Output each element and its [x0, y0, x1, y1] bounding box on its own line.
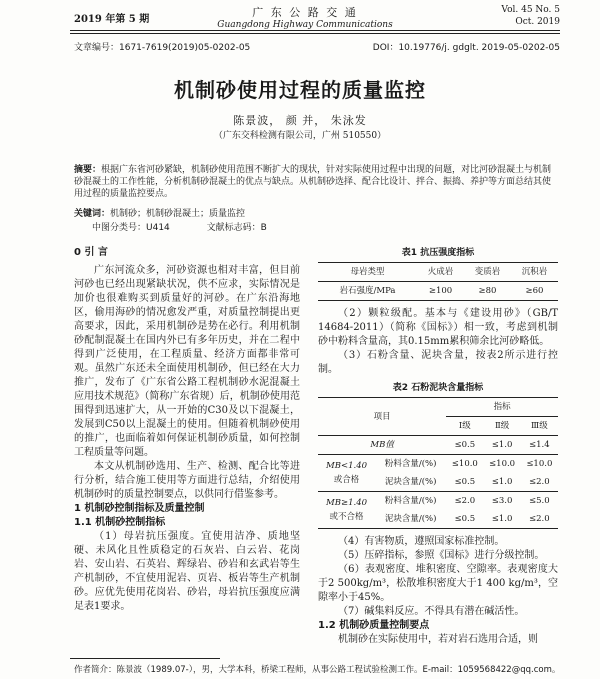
table-2-cell: ≤1.0 [483, 473, 520, 492]
table-2-group-2-line-1: MB≥1.40 [326, 498, 368, 508]
table-row [318, 282, 558, 301]
affiliation: （广东交科检测有限公司，广州 510550） [213, 131, 387, 141]
table-2-cell: ≤1.4 [521, 436, 558, 455]
table-2-index-header: 指标 [446, 398, 558, 417]
section-1-2-heading: 1.2 机制砂质量控制要点 [318, 620, 430, 631]
abstract-text: 根据广东省河砂紧缺，机制砂使用范围不断扩大的现状，针对实际使用过程中出现的问题，对比河砂混凝土与机制砂混凝土的工作性能，分析机制砂混凝土的优点与缺点。从机制砂选择、配合比设计、拌合、振捣、养护等方面总结其使用过程的质量监控要点。 [74, 165, 552, 199]
table-2-cell: ≤0.5 [446, 436, 483, 455]
table-2-caption: 表2 石粉泥块含量指标 [392, 383, 484, 393]
table-1-header: 沉积岩 [511, 263, 558, 282]
table-2-cell: ≤10.0 [526, 459, 553, 469]
authors: 陈景波， 颜 并， 朱泳发 [233, 114, 367, 127]
table-2-cell: ≤0.5 [446, 473, 483, 492]
table-2-fines-label: 粉料含量/(%) [384, 496, 437, 506]
table-row [318, 455, 558, 474]
table-2 [318, 397, 558, 529]
document-code: 文献标志码：B [206, 223, 267, 233]
right-paragraph-alkali: （7）碱集料反应。不得具有潜在碱活性。 [338, 606, 525, 617]
table-2-group-1-line-1: MB<1.40 [326, 461, 368, 471]
table-2-cell: ≤1.0 [483, 436, 520, 455]
table-1-header: 火成岩 [417, 263, 464, 282]
author-footnote: 作者简介：陈景波（1989.07-），男，大学本科，桥梁工程师，从事公路工程试验检测工作。E-mail：1059568422@qq.com。 [74, 665, 561, 675]
table-2-cell: ≤0.5 [454, 514, 476, 524]
table-2-fines-label: 粉料含量/(%) [384, 459, 437, 469]
table-1-header: 变质岩 [464, 263, 511, 282]
table-2-cell: ≤2.0 [529, 514, 550, 524]
table-2-grade: Ⅰ级 [446, 417, 483, 436]
issue-label: 2019 年第 5 期 [74, 14, 150, 25]
right-paragraph-crushing: （5）压碎指标，参照《国标》进行分级控制。 [338, 550, 545, 561]
volume-number: Vol. 45 No. 5 [501, 5, 560, 15]
clc-number: 中图分类号：U414 [92, 223, 170, 233]
right-paragraph-density: （6）表观密度、堆积密度、空隙率。表观密度大于2 500kg/m³，松散堆积密度大于1 400 kg/m³，空隙率小于45%。 [318, 564, 558, 603]
table-2-group-1-label [318, 455, 375, 492]
table-2-grade: Ⅱ级 [483, 417, 520, 436]
keywords [74, 206, 556, 219]
footnote-rule [70, 658, 220, 659]
section-1-1-paragraph: （1）母岩抗压强度。宜使用洁净、质地坚硬、未风化且性质稳定的石灰岩、白云岩、花岗岩、安山岩、石英岩、辉绿岩、砂岩和玄武岩等生产机制砂，不宜使用泥岩、页岩、板岩等生产机制砂。应优先使用花岗岩、砂岩，母岩抗压强度应满足表1要求。 [74, 531, 300, 612]
article-number: 文章编号：1671-7619(2019)05-0202-05 [74, 43, 251, 53]
table-2-clay-label: 泥块含量/(%) [375, 473, 446, 492]
intro-paragraph-1: 广东河流众多，河砂资源也相对丰富，但目前河砂也已经出现紧缺状况，供不应求，实际情况是加价也很难购买到质量好的河砂。在广东沿海地区，偷用海砂的情况愈发严重，对质量控制提出更高要求，因此，采用机制砂是势在必行。利用机制砂配制混凝土在国内外已有多年历史，并在二程中得到广泛使用，在工程质量、经济方面都非常可观。虽然广东还未全面使用机制砂，但已经在大力推广，发布了《广东省公路工程机制砂水泥混凝土应用技术规范》（简称广东省规）后，机制砂使用范围得到迅速扩大，从一开始的C30及以下混凝土，发展到C50以上混凝土的使用。但随着机制砂使用的推广，也面临着如何保证机制砂质量，如何控制工程质量等问题。 [74, 265, 300, 458]
table-1-cell: ≥100 [428, 286, 453, 296]
table-row [318, 436, 558, 455]
classification [92, 220, 301, 233]
table-2-group-2-label [318, 492, 375, 529]
journal-name-en: Guangdong Highway Communications [217, 20, 393, 30]
table-2-grade: Ⅲ级 [521, 417, 558, 436]
issue-date: Oct. 2019 [515, 17, 560, 27]
abstract [74, 164, 556, 200]
table-1-caption: 表1 抗压强度指标 [401, 248, 475, 258]
table-2-group-1-line-2: 或合格 [333, 475, 360, 485]
table-1-row-label: 岩石强度/MPa [339, 286, 396, 296]
table-2-cell: ≤3.0 [491, 496, 513, 506]
section-1-2-paragraph: 机制砂在实际使用中，若对岩石选用合适，则 [338, 634, 538, 645]
right-paragraph-fines: （3）石粉含量、泥块含量，按表2所示进行控制。 [318, 350, 558, 375]
table-row [318, 492, 558, 511]
table-2-clay-label: 泥块含量/(%) [384, 514, 437, 524]
table-2-item-header: 项目 [318, 398, 446, 436]
table-2-cell: ≤2.0 [454, 496, 476, 506]
journal-name-cn: 广 东 公 路 交 通 [252, 6, 358, 19]
left-column [74, 246, 300, 614]
header-rule [70, 30, 560, 34]
table-2-cell: ≤10.0 [489, 459, 516, 469]
right-column [318, 246, 558, 647]
intro-paragraph-2: 本文从机制砂选用、生产、检测、配合比等进行分析，结合施工使用等方面进行总结，介绍使用机制砂时的质量控制要点，以供同行借鉴参考。 [74, 461, 300, 500]
doi: DOI：10.19776/j. gdglt. 2019-05-0202-05 [372, 43, 560, 53]
table-1-cell: ≥80 [478, 286, 497, 296]
table-1-header: 母岩类型 [318, 263, 417, 282]
abstract-label: 摘要： [74, 165, 102, 175]
table-1-cell: ≥60 [525, 286, 544, 296]
table-2-cell: ≤5.0 [529, 496, 550, 506]
article-title: 机制砂使用过程的质量监控 [174, 78, 426, 102]
right-paragraph-harmful: （4）有害物质，遵照国家标准控制。 [338, 536, 505, 547]
journal-header [200, 4, 410, 30]
keywords-text: 机制砂；机制砂混凝土；质量监控 [110, 209, 246, 219]
table-2-cell: ≤1.0 [491, 514, 513, 524]
intro-heading: 0 引 言 [74, 247, 108, 258]
section-1-heading: 1 机制砂控制指标及质量控制 [74, 503, 205, 514]
table-2-cell: ≤10.0 [451, 459, 478, 469]
table-2-cell: ≤2.0 [521, 473, 558, 492]
volume-info [501, 4, 560, 28]
table-2-group-2-line-2: 或不合格 [329, 512, 364, 522]
keywords-label: 关键词： [74, 209, 111, 219]
right-paragraph-grading: （2）颗粒级配。基本与《建设用砂》（GB/T 14684-2011）（简称《国标》）相一致，考虑到机制砂中粉料含量高，其0.15mm累积筛余比河砂略低。 [318, 308, 558, 347]
table-1 [318, 262, 558, 301]
section-1-1-heading: 1.1 机制砂控制指标 [74, 517, 166, 528]
table-2-mb-label: MB值 [318, 436, 446, 455]
